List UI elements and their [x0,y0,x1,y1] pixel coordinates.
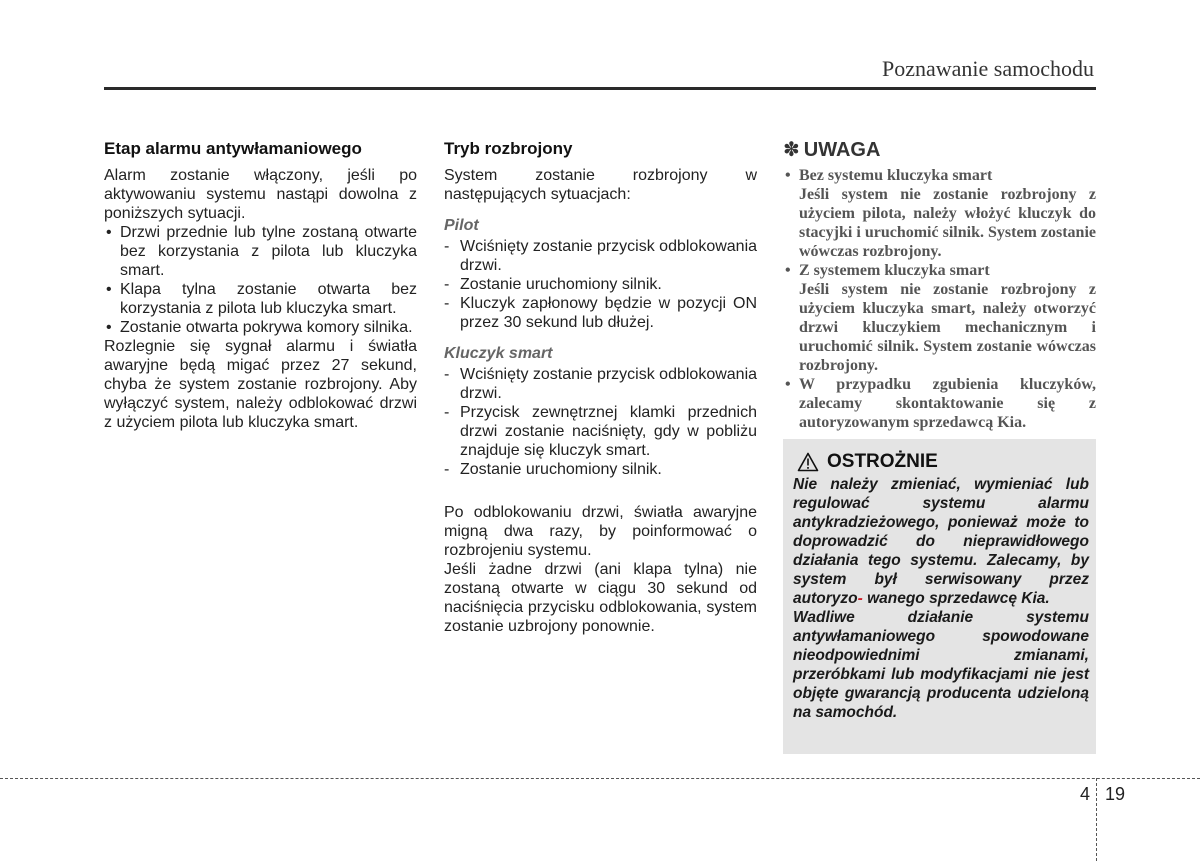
caution-para-1 [793,475,1089,608]
chapter-number: 4 [1080,784,1091,804]
caution-para-1-text: Nie należy zmieniać, wymieniać lub regulować systemu alarmu antykradzieżowego, ponieważ może to doprowadzić do nieprawidłowego działania tego systemu. Zalecamy, by system był serwisowany przez autoryzo [793,476,1089,607]
caution-header [797,451,938,473]
warning-triangle-icon [797,452,819,472]
pilot-list [444,237,757,332]
caution-body [793,475,1089,722]
note-title [783,138,1096,162]
alarm-conditions-list [104,223,417,337]
column-alarm-stage [104,138,417,432]
alarm-intro: Alarm zostanie włączony, jeśli po aktywowaniu systemu nastąpi dowolna z poniższych sytuacji. [104,167,417,222]
list-item [783,375,1096,432]
caution-para-2: Wadliwe działanie systemu antywłamaniowego spowodowane nieodpowiednimi zmianami, przeróbkami lub modyfikacjami nie jest objęte gwarancją producenta udzieloną na samochód. [793,609,1089,721]
note-item-lead: • Z systemem kluczyka smart [799,262,990,279]
note-list [783,166,1096,432]
page-header-title: Poznawanie samochodu [882,56,1094,81]
note-item-body: Jeśli system nie zostanie rozbrojony z użyciem kluczyka smart, należy otworzyć drzwi kluczykiem mechanicznym i uruchomić silnik. System zostanie wówczas rozbrojony. [799,281,1096,374]
smart-key-list [444,365,757,479]
note-title-text: UWAGA [803,139,881,161]
caution-hyphen: - [857,590,863,607]
list-item: • Zostanie otwarta pokrywa komory silnika. [104,318,417,337]
note-item-lead: • Bez systemu kluczyka smart [799,167,993,184]
column-disarmed-mode [444,138,757,636]
list-item: - Zostanie uruchomiony silnik. [444,460,757,479]
disarmed-para-2: Jeśli żadne drzwi (ani klapa tylna) nie zostaną otwarte w ciągu 30 sekund od naciśnięcia przycisku odblokowania, system zostanie uzbrojony ponownie. [444,561,757,635]
page-number: 19 [1105,784,1126,804]
list-item: • Klapa tylna zostanie otwarta bez korzystania z pilota lub kluczyka smart. [104,280,417,318]
list-item: - Przycisk zewnętrznej klamki przednich drzwi zostanie naciśnięty, gdy w pobliżu znajduje się kluczyk smart. [444,403,757,460]
page-number-divider [1096,778,1097,861]
subheading-smart-key: Kluczyk smart [444,345,553,362]
disarmed-para-1: Po odblokowaniu drzwi, światła awaryjne migną dwa razy, by poinformować o rozbrojeniu systemu. [444,504,757,559]
note-item-lead: • W przypadku zgubienia kluczyków, zalecamy skontaktowanie się z autoryzowanym sprzedawcą Kia. [799,376,1096,431]
alarm-outro: Rozlegnie się sygnał alarmu i światła awaryjne będą migać przez 27 sekund, chyba że system zostanie rozbrojony. Aby wyłączyć system, należy odblokować drzwi z użyciem pilota lub kluczyka smart. [104,338,417,431]
list-item: - Wciśnięty zostanie przycisk odblokowania drzwi. [444,237,757,275]
caution-box [783,439,1096,754]
column-note [783,138,1096,432]
caution-para-1-end: wanego sprzedawcę Kia. [867,590,1050,607]
list-item [783,261,1096,375]
disarmed-intro: System zostanie rozbrojony w następujących sytuacjach: [444,167,757,203]
list-item: - Zostanie uruchomiony silnik. [444,275,757,294]
list-item: - Wciśnięty zostanie przycisk odblokowania drzwi. [444,365,757,403]
section-heading-alarm: Etap alarmu antywłamaniowego [104,139,362,158]
subheading-pilot: Pilot [444,217,479,234]
list-item: • Drzwi przednie lub tylne zostaną otwarte bez korzystania z pilota lub kluczyka smart. [104,223,417,280]
note-item-body: Jeśli system nie zostanie rozbrojony z użyciem pilota, należy włożyć kluczyk do stacyjki i uruchomić silnik. System zostanie wówczas rozbrojony. [799,186,1096,260]
list-item [783,166,1096,261]
asterisk-icon: ✽ [783,139,800,161]
caution-title: OSTROŻNIE [827,451,938,472]
footer-rule [0,778,1200,779]
section-heading-disarmed: Tryb rozbrojony [444,139,573,158]
header-rule [104,87,1096,90]
list-item: - Kluczyk zapłonowy będzie w pozycji ON przez 30 sekund lub dłużej. [444,294,757,332]
